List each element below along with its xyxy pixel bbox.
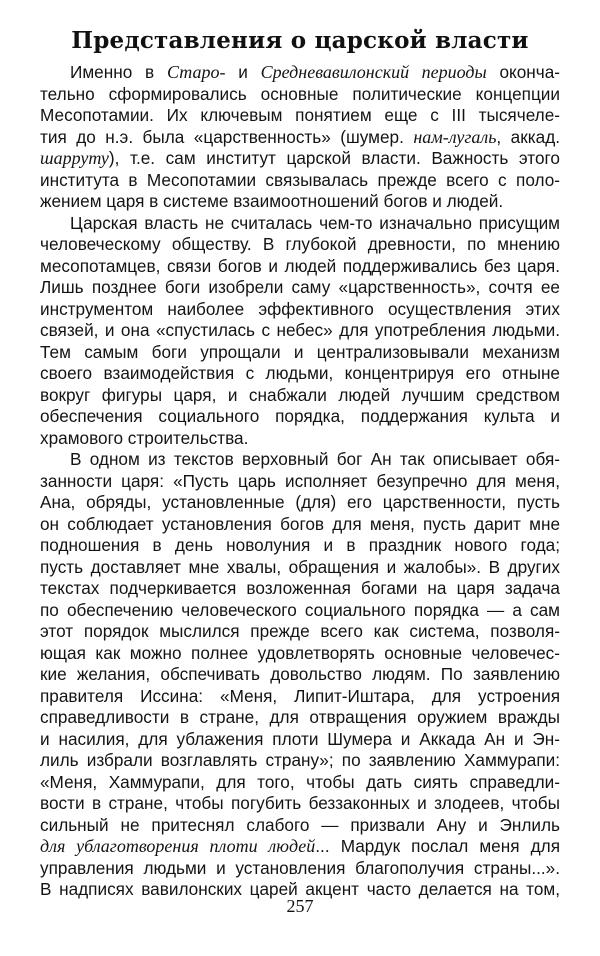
text-segment: храмового строительства. bbox=[40, 427, 249, 448]
text-segment: Ана, обряды, установленные (для) его царственности, пусть bbox=[40, 492, 560, 512]
italic-term: шарруту bbox=[40, 148, 109, 168]
text-segment: Тем самым боги упрощали и централизовывали механизм bbox=[40, 341, 560, 362]
text-line bbox=[40, 793, 560, 815]
text-segment: и насилия, для ублажения плоти Шумера и Аккада Ан и Эн- bbox=[40, 728, 560, 749]
text-line bbox=[40, 535, 560, 557]
text-line bbox=[40, 363, 560, 385]
text-segment: по обеспечению человеческого социального порядка — а сам bbox=[40, 599, 560, 620]
text-segment: Месопотамии. Их ключевым понятием еще с III тысячеле- bbox=[40, 105, 560, 125]
text-line bbox=[40, 84, 560, 106]
text-segment: и bbox=[225, 62, 261, 82]
text-line bbox=[40, 707, 560, 729]
text-segment: Лишь позднее боги изобрели саму «царственность», сочтя ее bbox=[40, 277, 560, 297]
italic-term: Средневавилонский периоды bbox=[260, 62, 487, 82]
text-line bbox=[40, 148, 560, 170]
text-line bbox=[40, 858, 560, 880]
text-segment: ющая как можно полнее удовлетворять основные человечес- bbox=[40, 642, 560, 663]
text-line bbox=[40, 127, 560, 149]
text-line bbox=[40, 385, 560, 407]
text-line bbox=[40, 815, 560, 837]
text-line bbox=[40, 836, 560, 858]
text-segment: вокруг фигуры царя, и снабжали людей лучшим средством bbox=[40, 384, 560, 405]
text-segment: сильный не притеснял слабого — призвали Ану и Энлиль bbox=[40, 814, 560, 835]
text-line bbox=[40, 406, 560, 428]
text-line bbox=[40, 170, 560, 192]
text-segment: подношения в день новолуния и в праздник нового года; bbox=[40, 535, 560, 555]
italic-term: нам-лугаль bbox=[413, 126, 497, 147]
text-line bbox=[40, 191, 560, 213]
text-segment: справедливости в стране, для отвращения оружием вражды bbox=[40, 707, 560, 727]
text-segment: пусть доставляет мне хвалы, обращения и жалобы». В других bbox=[40, 556, 560, 577]
text-segment: управления людьми и установления благополучия страны...». bbox=[40, 857, 560, 878]
text-line bbox=[40, 772, 560, 794]
text-segment: , аккад. bbox=[496, 126, 560, 147]
text-segment: ... Мардук послал меня для bbox=[315, 836, 561, 856]
text-segment: лиль избрали возглавлять страну»; по заявлению Хаммурапи: bbox=[40, 750, 560, 770]
text-segment: правителя Иссина: «Меня, Липит-Иштара, для устроения bbox=[40, 685, 560, 706]
text-segment: кие желания, обспечивать довольство людям. По заявлению bbox=[40, 664, 560, 684]
text-segment: жением царя в системе взаимоотношений богов и людей. bbox=[40, 191, 504, 211]
text-segment: своего взаимодействия с людьми, концентрируя его отныне bbox=[40, 363, 560, 383]
text-line bbox=[40, 277, 560, 299]
text-line bbox=[40, 62, 560, 84]
text-line bbox=[40, 664, 560, 686]
text-line bbox=[40, 342, 560, 364]
text-line bbox=[40, 729, 560, 751]
text-segment: В одном из текстов верховный бог Ан так описывает обя- bbox=[70, 449, 560, 469]
section-title: Представления о царской власти bbox=[71, 27, 529, 54]
text-line bbox=[40, 686, 560, 708]
text-segment: он соблюдает установления богов для меня, пусть дарит мне bbox=[40, 513, 560, 534]
text-line bbox=[40, 492, 560, 514]
text-segment: месопотамцев, связи богов и людей поддерживались без царя. bbox=[40, 255, 560, 276]
text-segment: вости в стране, чтобы погубить беззаконных и злодеев, чтобы bbox=[40, 793, 560, 813]
text-line bbox=[40, 234, 560, 256]
text-segment: ), т.е. сам институт царской власти. Важность этого bbox=[108, 148, 560, 168]
text-segment: Царская власть не считалась чем-то изначально присущим bbox=[70, 212, 560, 233]
text-line bbox=[40, 750, 560, 772]
text-segment: тельно сформировались основные политические концепции bbox=[40, 83, 560, 104]
text-segment: занности царя: «Пусть царь исполняет безупречно для меня, bbox=[40, 470, 560, 491]
text-segment: В надписях вавилонских царей акцент часто делается на том, bbox=[40, 879, 560, 899]
text-line bbox=[40, 557, 560, 579]
text-segment: связей, и она «спустилась с небес» для употребления людьми. bbox=[40, 320, 560, 340]
text-line bbox=[40, 578, 560, 600]
text-line bbox=[40, 428, 560, 450]
italic-term: для ублаготворения плоти людей bbox=[40, 836, 316, 856]
text-line bbox=[40, 213, 560, 235]
text-line bbox=[40, 256, 560, 278]
text-line bbox=[40, 643, 560, 665]
text-line bbox=[40, 320, 560, 342]
text-segment: тия до н.э. была «царственность» (шумер. bbox=[40, 126, 414, 147]
text-line bbox=[40, 105, 560, 127]
text-segment: этот порядок мыслился прежде всего как система, позволя- bbox=[40, 621, 560, 641]
text-line bbox=[40, 600, 560, 622]
text-segment: «Меня, Хаммурапи, для того, чтобы дать сиять справедли- bbox=[40, 771, 560, 792]
text-segment: института в Месопотамии связывалась прежде всего с поло- bbox=[40, 169, 560, 190]
text-segment: обеспечения социального порядка, поддержания культа и bbox=[40, 406, 560, 426]
italic-term: Старо- bbox=[166, 62, 226, 82]
text-segment: человеческому обществу. В глубокой древности, по мнению bbox=[40, 234, 560, 254]
text-segment: инструментом наиболее эффективного осуществления этих bbox=[40, 298, 560, 319]
text-line bbox=[40, 449, 560, 471]
text-segment: оконча- bbox=[486, 62, 561, 82]
text-segment: Именно в bbox=[70, 62, 167, 82]
text-line bbox=[40, 471, 560, 493]
page-number: 257 bbox=[286, 896, 314, 916]
body-text bbox=[40, 62, 560, 901]
text-line bbox=[40, 514, 560, 536]
text-segment: текстах подчеркивается возложенная богами на царя задача bbox=[40, 578, 560, 598]
text-line bbox=[40, 299, 560, 321]
text-line bbox=[40, 621, 560, 643]
